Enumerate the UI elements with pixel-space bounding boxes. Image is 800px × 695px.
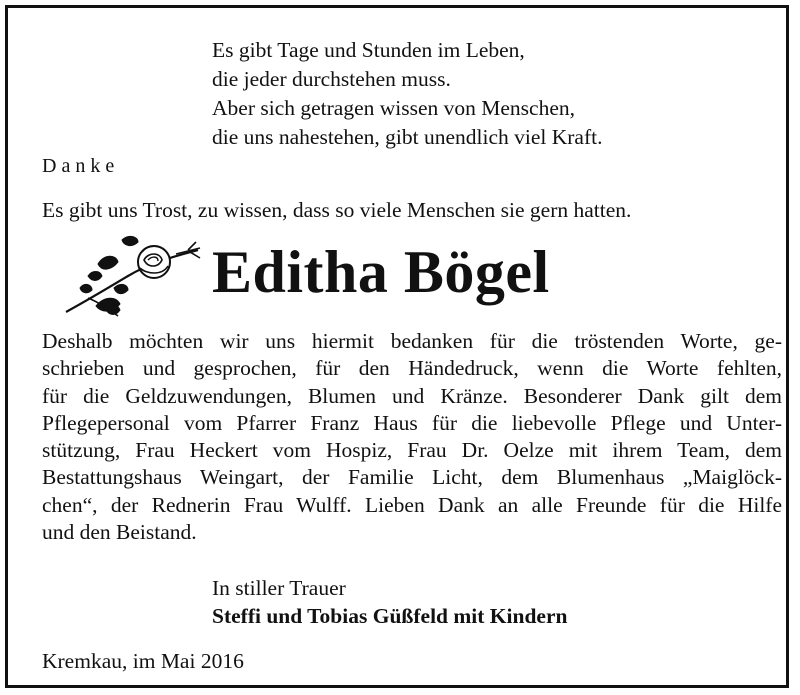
poem-line: die uns nahestehen, gibt unendlich viel Kraft.: [212, 125, 603, 149]
poem: [212, 36, 602, 152]
paragraph-line: Pflegepersonal vom Pfarrer Franz Haus für die liebevolle Pflege und Unter-: [42, 410, 782, 435]
paragraph-line: stützung, Frau Heckert vom Hospiz, Frau Dr. Oelze mit ihrem Team, dem: [42, 438, 782, 463]
trost-line: Es gibt uns Trost, zu wissen, dass so viele Menschen sie gern hatten.: [42, 198, 632, 222]
rose-icon: [58, 230, 208, 320]
signature-intro: In stiller Trauer: [212, 576, 346, 600]
signature-names: Steffi und Tobias Güßfeld mit Kindern: [212, 604, 568, 628]
heading-danke: Danke: [42, 155, 120, 177]
poem-line: Aber sich getragen wissen von Menschen,: [212, 96, 576, 120]
paragraph-line: Bestattungshaus Weingart, der Familie Licht, dem Blumenhaus „Maiglöck-: [42, 465, 782, 490]
paragraph-line: Deshalb möchten wir uns hiermit bedanken für die tröstenden Worte, ge-: [42, 329, 782, 353]
signature-block: [212, 574, 567, 630]
notice-frame: [5, 5, 789, 688]
deceased-name: Editha Bögel: [212, 239, 550, 305]
paragraph-line: chen“, der Rednerin Frau Wulff. Lieben Dank an alle Freunde für die Hilfe: [42, 492, 782, 517]
poem-line: die jeder durchstehen muss.: [212, 67, 451, 91]
paragraph-line: schrieben und gesprochen, für den Händedruck, wenn die Worte fehlten,: [42, 356, 782, 381]
poem-line: Es gibt Tage und Stunden im Leben,: [212, 38, 525, 62]
paragraph-line: für die Geldzuwendungen, Blumen und Kränze. Besonderer Dank gilt dem: [42, 383, 782, 408]
paragraph-line: und den Beistand.: [42, 520, 197, 545]
place-date: Kremkau, im Mai 2016: [42, 649, 244, 673]
thanks-paragraph: [42, 328, 782, 546]
